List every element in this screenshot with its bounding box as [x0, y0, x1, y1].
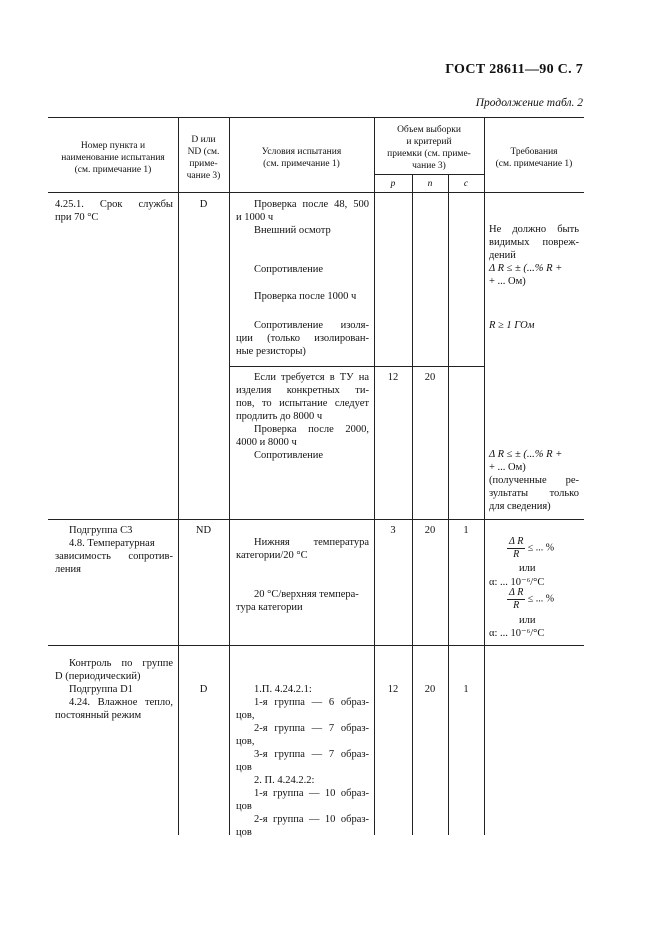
c-group-d: 1 [463, 684, 469, 695]
col-header-item: Номер пункта и наименование испытания (см. примечание 1) [61, 141, 165, 175]
col-header-sample: Объем выборки и критерий приемки (см. приме- чание 3) [387, 125, 471, 171]
or-label-1: или [519, 563, 536, 574]
requirements-table [48, 117, 584, 838]
conditions-4-25-1-d: Сопротивление изоля- ции (только изолирован- ные резисторы) [236, 320, 369, 357]
conditions-group-d: 1.П. 4.24.2.1: 1-я группа — 6 образ- цов, 2-я группа — 7 образ- цов, 3-я группа — 7 образ- цов 2. П. 4.24.2.2: 1-я группа — 10 образ- цов 2-я группа — 10 образ- цов [236, 684, 369, 838]
col-rule-2 [229, 117, 230, 835]
n-c3: 20 [424, 525, 436, 536]
pnc-header-rule [374, 174, 484, 175]
conditions-4-25-1-b: Сопротивление [254, 264, 324, 275]
n-group-d: 20 [424, 684, 436, 695]
col-header-conditions: Условия испытания (см. примечание 1) [261, 147, 342, 169]
conditions-c3-a: Нижняя температура категории/20 °С [236, 537, 369, 561]
col-rule-6 [484, 117, 485, 835]
conditions-4-25-1-extended: Если требуется в ТУ на изделия конкретных ти- пов, то испытание следует продлить до 8000 ч Проверка после 2000, 4000 и 8000 ч Сопротивление [236, 372, 369, 461]
row-divider-1 [229, 366, 484, 367]
conditions-4-25-1-a: Проверка после 48, 500 и 1000 ч Внешний осмотр [236, 199, 369, 236]
or-label-2: или [519, 615, 536, 626]
dnd-subgroup-c3: ND [195, 525, 212, 536]
col-header-n: n [427, 179, 433, 189]
col-rule-5 [448, 174, 449, 835]
col-header-requirements: Требования (см. примечание 1) [495, 147, 573, 169]
row-divider-3 [48, 645, 584, 646]
conditions-c3-b: 20 °С/верхняя темпера- тура категории [236, 589, 359, 613]
resistance-ratio-formula-2: $\frac{\text{Δ R}}{R}$ ≤ ... % [509, 587, 555, 611]
requirements-4-25-1-c: Δ R ≤ ± (...% R + + ... Ом) (полученные ре- зультаты только для сведения) [489, 449, 579, 512]
n-4-25-1-extended: 20 [424, 372, 436, 383]
c-c3: 1 [463, 525, 469, 536]
resistance-ratio-formula-1: $\frac{\text{Δ R}}{R}$ ≤ ... % [509, 536, 555, 560]
header-bottom-rule [48, 192, 584, 193]
continuation-label: Продолжение табл. 2 [475, 97, 583, 109]
dnd-4-25-1: D [199, 199, 208, 210]
table-top-rule [48, 117, 584, 118]
tcr-formula-2: α: ... 10⁻⁶/°С [489, 628, 545, 639]
col-rule-3 [374, 117, 375, 835]
col-rule-1 [178, 117, 179, 835]
row-divider-2 [48, 519, 584, 520]
dnd-group-d: D [199, 684, 208, 695]
requirements-4-25-1-a: Не должно быть видимых повреж- дений Δ R ≤ ± (...% R + + ... Ом) [489, 224, 579, 287]
col-header-p: p [390, 179, 396, 189]
item-subgroup-c3: Подгруппа С3 4.8. Температурная зависимость сопротив- ления [55, 525, 173, 575]
tcr-formula-1: α: ... 10⁻⁶/°С [489, 577, 545, 588]
item-4-25-1: 4.25.1. Срок службы при 70 °С [55, 199, 173, 223]
col-header-dnd: D или ND (см. приме- чание 3) [186, 135, 221, 181]
col-header-c: c [463, 179, 469, 189]
p-group-d: 12 [387, 684, 399, 695]
p-c3: 3 [390, 525, 396, 536]
document-code: ГОСТ 28611—90 С. 7 [445, 62, 583, 77]
p-4-25-1-extended: 12 [387, 372, 399, 383]
col-rule-4 [412, 174, 413, 835]
requirements-4-25-1-b: R ≥ 1 ГОм [489, 320, 535, 331]
item-group-d: Контроль по группе D (периодический) Подгруппа D1 4.24. Влажное тепло, постоянный режим [55, 658, 173, 721]
conditions-4-25-1-c: Проверка после 1000 ч [254, 291, 357, 302]
